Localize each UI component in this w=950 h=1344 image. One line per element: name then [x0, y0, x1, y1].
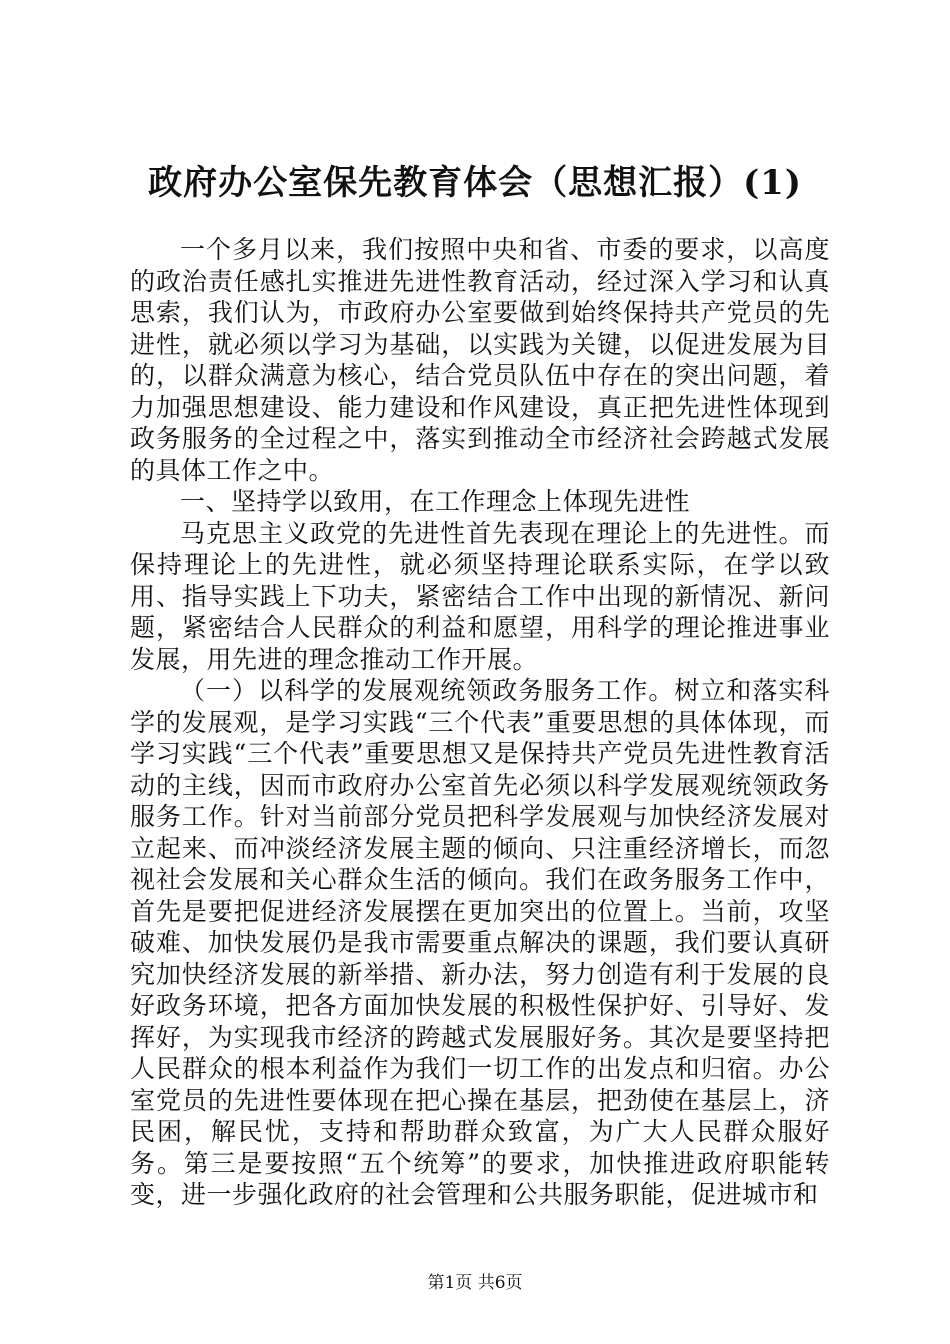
paragraph-theory: 马克思主义政党的先进性首先表现在理论上的先进性。而保持理论上的先进性，就必须坚持理论联系实际，在学以致用、指导实践上下功夫，紧密结合工作中出现的新情况、新问题，紧密结合人民群众的利益和愿望，用科学的理论推进事业发展，用先进的理念推动工作开展。 [130, 518, 830, 674]
page-footer: 第1页 共6页 [427, 1273, 523, 1293]
paragraph-intro: 一个多月以来，我们按照中央和省、市委的要求，以高度的政治责任感扎实推进先进性教育活动，经过深入学习和认真思索，我们认为，市政府办公室要做到始终保持共产党员的先进性，就必须以学习为基础，以实践为关键，以促进发展为目的，以群众满意为核心，结合党员队伍中存在的突出问题，着力加强思想建设、能力建设和作风建设，真正把先进性体现到政务服务的全过程之中，落实到推动全市经济社会跨越式发展的具体工作之中。 [130, 235, 830, 485]
document-body [130, 234, 830, 1211]
paragraph-subsection-1: （一）以科学的发展观统领政务服务工作。树立和落实科学的发展观，是学习实践“三个代表”重要思想的具体体现，而学习实践“三个代表”重要思想又是保持共产党员先进性教育活动的主线，因而市政府办公室首先必须以科学发展观统领政务服务工作。针对当前部分党员把科学发展观与加快经济发展对立起来、而冲淡经济发展主题的倾向、只注重经济增长，而忽视社会发展和关心群众生活的倾向。我们在政务服务工作中，首先是要把促进经济发展摆在更加突出的位置上。当前，攻坚破难、加快发展仍是我市需要重点解决的课题，我们要认真研究加快经济发展的新举措、新办法，努力创造有利于发展的良好政务环境，把各方面加快发展的积极性保护好、引导好、发挥好，为实现我市经济的跨越式发展服好务。其次是要坚持把人民群众的根本利益作为我们一切工作的出发点和归宿。办公室党员的先进性要体现在把心操在基层，把劲使在基层上，济民困，解民忧，支持和帮助群众致富，为广大人民群众服好务。第三是要按照“五个统筹”的要求，加快推进政府职能转变，进一步强化政府的社会管理和公共服务职能，促进城市和 [130, 676, 830, 1209]
document-title: 政府办公室保先教育体会（思想汇报）(1) [148, 163, 802, 203]
section-heading: 一、坚持学以致用，在工作理念上体现先进性 [180, 487, 691, 516]
